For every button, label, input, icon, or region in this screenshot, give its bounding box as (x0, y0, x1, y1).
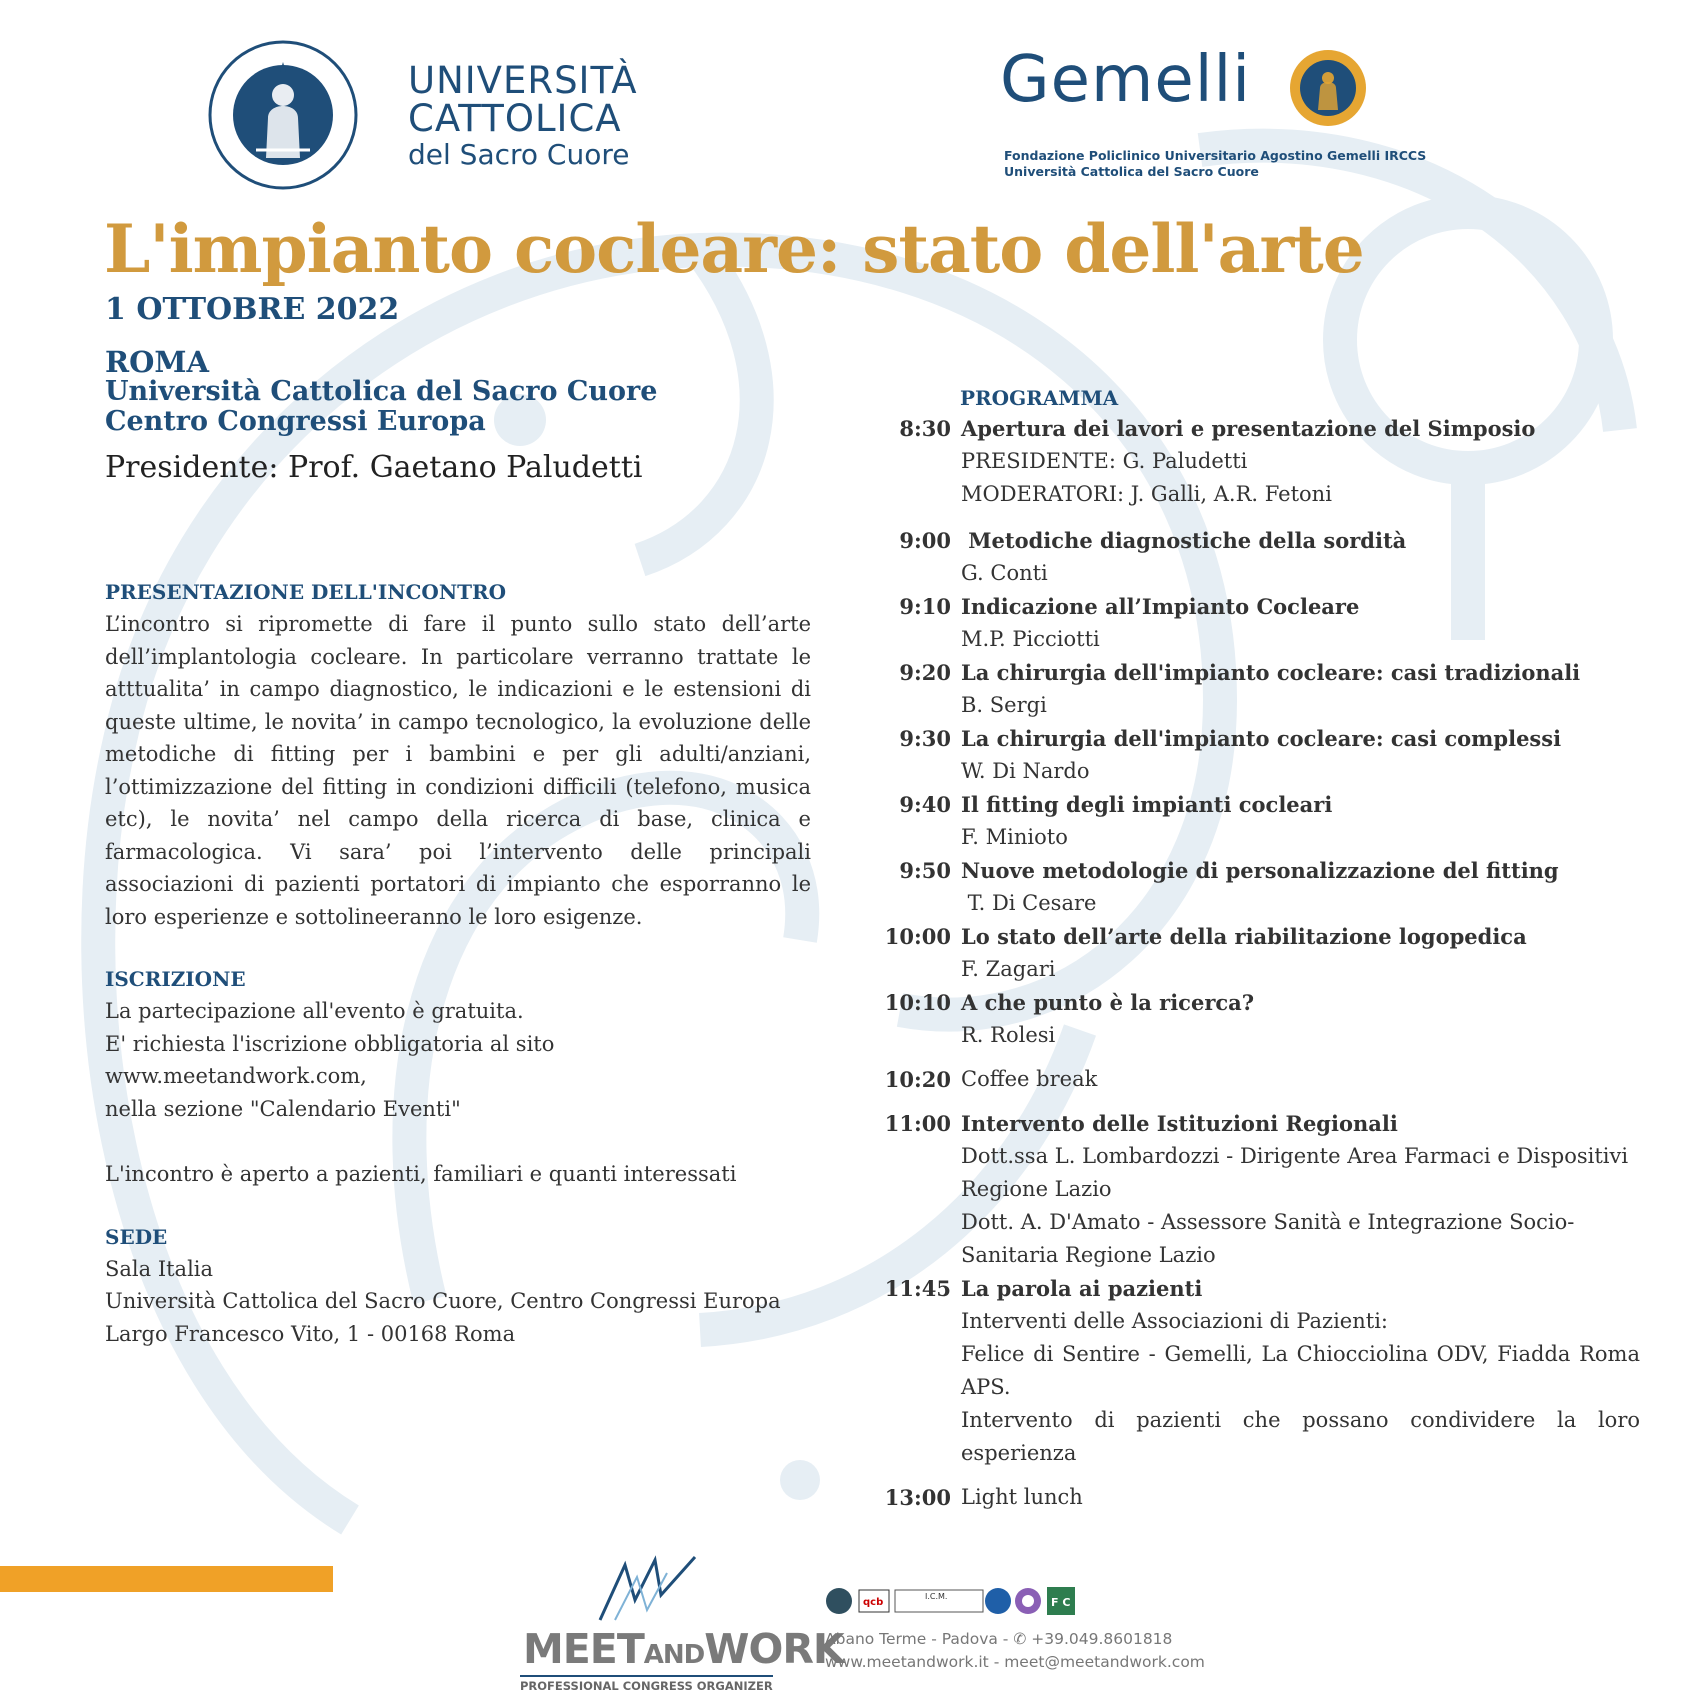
programme-time: 9:30 (899, 726, 951, 751)
programme-time: 9:00 (899, 528, 951, 553)
programme-time: 9:20 (899, 660, 951, 685)
programme-time: 10:20 (884, 1067, 951, 1092)
presentation-heading: PRESENTAZIONE DELL'INCONTRO (105, 580, 507, 604)
contact-line-1: Abano Terme - Padova - ✆ +39.049.8601818 (825, 1630, 1173, 1648)
programme-item (880, 788, 1640, 854)
programme-detail: Intervento di pazienti che possano condividere la loro esperienza (961, 1408, 1640, 1465)
programme-item (880, 1063, 1640, 1096)
programme-detail: Felice di Sentire - Gemelli, La Chiocciolina ODV, Fiadda Roma APS. (961, 1342, 1640, 1399)
presentation-text: L’incontro si ripromette di fare il punto sullo stato dell’arte dell’implantologia cocleare. In particolare verranno trattate le atttualita’ in campo diagnostico, le indicazioni e le estensioni di queste ultime, le novita’ in campo tecnologico, la evoluzione delle metodiche di fitting per i bambini e per gli adulti/anziani, l’ottimizzazione del fitting in condizioni difficili (telefono, musica etc), le novita’ nel campo della ricerca di base, clinica e farmacologica. Vi sara’ poi l’intervento delle principali associazioni di pazienti portatori di impianto che esporranno le loro esperienze e sottolineeranno le loro esigenze. (105, 612, 811, 929)
programme-title: Intervento delle Istituzioni Regionali (961, 1111, 1398, 1136)
registration-line-4: L'incontro è aperto a pazienti, familiari e quanti interessati (105, 1162, 737, 1186)
meetandwork-and: AND (643, 1640, 705, 1670)
registration-line-1: La partecipazione all'evento è gratuita. (105, 999, 524, 1023)
programme-item (880, 524, 1640, 590)
programme-title: Apertura dei lavori e presentazione del Simposio (961, 416, 1536, 441)
certification-badges (825, 1584, 1175, 1618)
venue-line-1: Università Cattolica del Sacro Cuore (105, 376, 658, 407)
ucsc-line-1: UNIVERSITÀ (408, 59, 638, 102)
programme-detail: M.P. Picciotti (961, 627, 1100, 651)
programme-title: A che punto è la ricerca? (961, 990, 1255, 1015)
programme-detail: B. Sergi (961, 693, 1047, 717)
organizer-contact (825, 1628, 1205, 1674)
registration-line-2: E' richiesta l'iscrizione obbligatoria al sito www.meetandwork.com, (105, 1031, 555, 1088)
gemelli-subtitle-line-2: Università Cattolica del Sacro Cuore (1004, 164, 1259, 179)
event-venue (105, 347, 657, 437)
programme-detail: R. Rolesi (961, 1023, 1056, 1047)
location-line-2: Università Cattolica del Sacro Cuore, Centro Congressi Europa (105, 1289, 781, 1313)
meetandwork-word-2: WORK (704, 1625, 844, 1673)
ucsc-line-2: CATTOLICA (408, 97, 622, 140)
programme-detail: T. Di Cesare (961, 891, 1097, 915)
ucsc-logo (208, 40, 638, 190)
ucsc-seal-icon (208, 40, 358, 190)
programme-title: Indicazione all’Impianto Cocleare (961, 594, 1360, 619)
location-line-1: Sala Italia (105, 1256, 214, 1281)
event-president: Presidente: Prof. Gaetano Paludetti (105, 450, 643, 485)
programme-time: 9:40 (899, 792, 951, 817)
programme-detail: Dott.ssa L. Lombardozzi - Dirigente Area Farmaci e Dispositivi Regione Lazio (961, 1144, 1629, 1201)
programme-title: Light lunch (961, 1485, 1083, 1509)
gemelli-subtitle (1004, 148, 1426, 180)
programme-detail: G. Conti (961, 561, 1048, 585)
accent-bar (0, 1566, 333, 1592)
programme-title: La parola ai pazienti (961, 1276, 1203, 1301)
programme-time: 9:50 (899, 858, 951, 883)
programme-item (880, 920, 1640, 986)
registration-heading: ISCRIZIONE (105, 967, 246, 991)
ucsc-line-3: del Sacro Cuore (408, 138, 630, 171)
programme-item (880, 1272, 1640, 1470)
programme-title: Il fitting degli impianti cocleari (961, 792, 1333, 817)
event-title: L'impianto cocleare: stato dell'arte (104, 210, 1364, 288)
programme-item (880, 656, 1640, 722)
event-date: 1 OTTOBRE 2022 (105, 292, 400, 327)
programme-heading: PROGRAMMA (960, 386, 1119, 410)
programme-item (880, 590, 1640, 656)
badge-f-label: F C (1051, 1596, 1071, 1609)
programme-item (880, 1481, 1640, 1514)
ucsc-wordmark (408, 59, 638, 171)
programme-item (880, 412, 1640, 511)
location-heading: SEDE (105, 1224, 168, 1249)
gemelli-seal-icon (1288, 48, 1368, 128)
programme-item (880, 854, 1640, 920)
info-column (105, 576, 811, 1350)
badge-blue-icon (985, 1588, 1011, 1614)
meetandwork-logo (520, 1555, 844, 1693)
location-line-3: Largo Francesco Vito, 1 - 00168 Roma (105, 1321, 516, 1346)
programme-title: Lo stato dell’arte della riabilitazione logopedica (961, 924, 1527, 949)
meetandwork-word-1: MEET (523, 1625, 644, 1673)
programme-detail: Interventi delle Associazioni di Pazienti: (961, 1309, 1388, 1333)
meetandwork-mark-icon (595, 1555, 705, 1625)
programme-time: 13:00 (884, 1485, 951, 1510)
programme-title: La chirurgia dell'impianto cocleare: casi tradizionali (961, 660, 1581, 685)
meetandwork-wordmark (523, 1625, 844, 1673)
venue-line-2: Centro Congressi Europa (105, 406, 486, 437)
programme-time: 10:10 (884, 990, 951, 1015)
programme (880, 384, 1640, 1514)
programme-item (880, 722, 1640, 788)
programme-time: 11:45 (884, 1276, 951, 1301)
programme-detail: PRESIDENTE: G. Paludetti (961, 449, 1248, 473)
gemelli-wordmark: Gemelli (1000, 43, 1252, 117)
meetandwork-tagline: PROFESSIONAL CONGRESS ORGANIZER (520, 1675, 773, 1693)
programme-title: Coffee break (961, 1067, 1098, 1091)
badges-strip (825, 1584, 1175, 1618)
event-city: ROMA (105, 345, 209, 379)
programme-time: 11:00 (884, 1111, 951, 1136)
programme-title: Nuove metodologie di personalizzazione del fitting (961, 858, 1559, 883)
programme-detail: W. Di Nardo (961, 759, 1090, 783)
programme-detail: F. Zagari (961, 957, 1056, 981)
badge-icm-label: I.C.M. (925, 1592, 948, 1601)
programme-item (880, 1107, 1640, 1272)
registration-line-3: nella sezione "Calendario Eventi" (105, 1096, 461, 1121)
programme-time: 10:00 (884, 924, 951, 949)
gemelli-logo (1000, 43, 1427, 179)
contact-line-2[interactable]: www.meetandwork.it - meet@meetandwork.com (825, 1653, 1205, 1671)
programme-title: La chirurgia dell'impianto cocleare: casi complessi (961, 726, 1562, 751)
programme-detail: F. Minioto (961, 825, 1068, 849)
programme-item (880, 986, 1640, 1052)
badge-qcb-label: qcb (863, 1597, 884, 1608)
gemelli-subtitle-line-1: Fondazione Policlinico Universitario Agostino Gemelli IRCCS (1004, 148, 1427, 163)
programme-title: Metodiche diagnostiche della sordità (961, 528, 1407, 553)
programme-time: 9:10 (899, 594, 951, 619)
programme-time: 8:30 (899, 416, 951, 441)
programme-detail: MODERATORI: J. Galli, A.R. Fetoni (961, 482, 1332, 506)
badge-seal-icon (826, 1588, 852, 1614)
programme-detail: Dott. A. D'Amato - Assessore Sanità e Integrazione Socio-Sanitaria Regione Lazio (961, 1210, 1575, 1267)
